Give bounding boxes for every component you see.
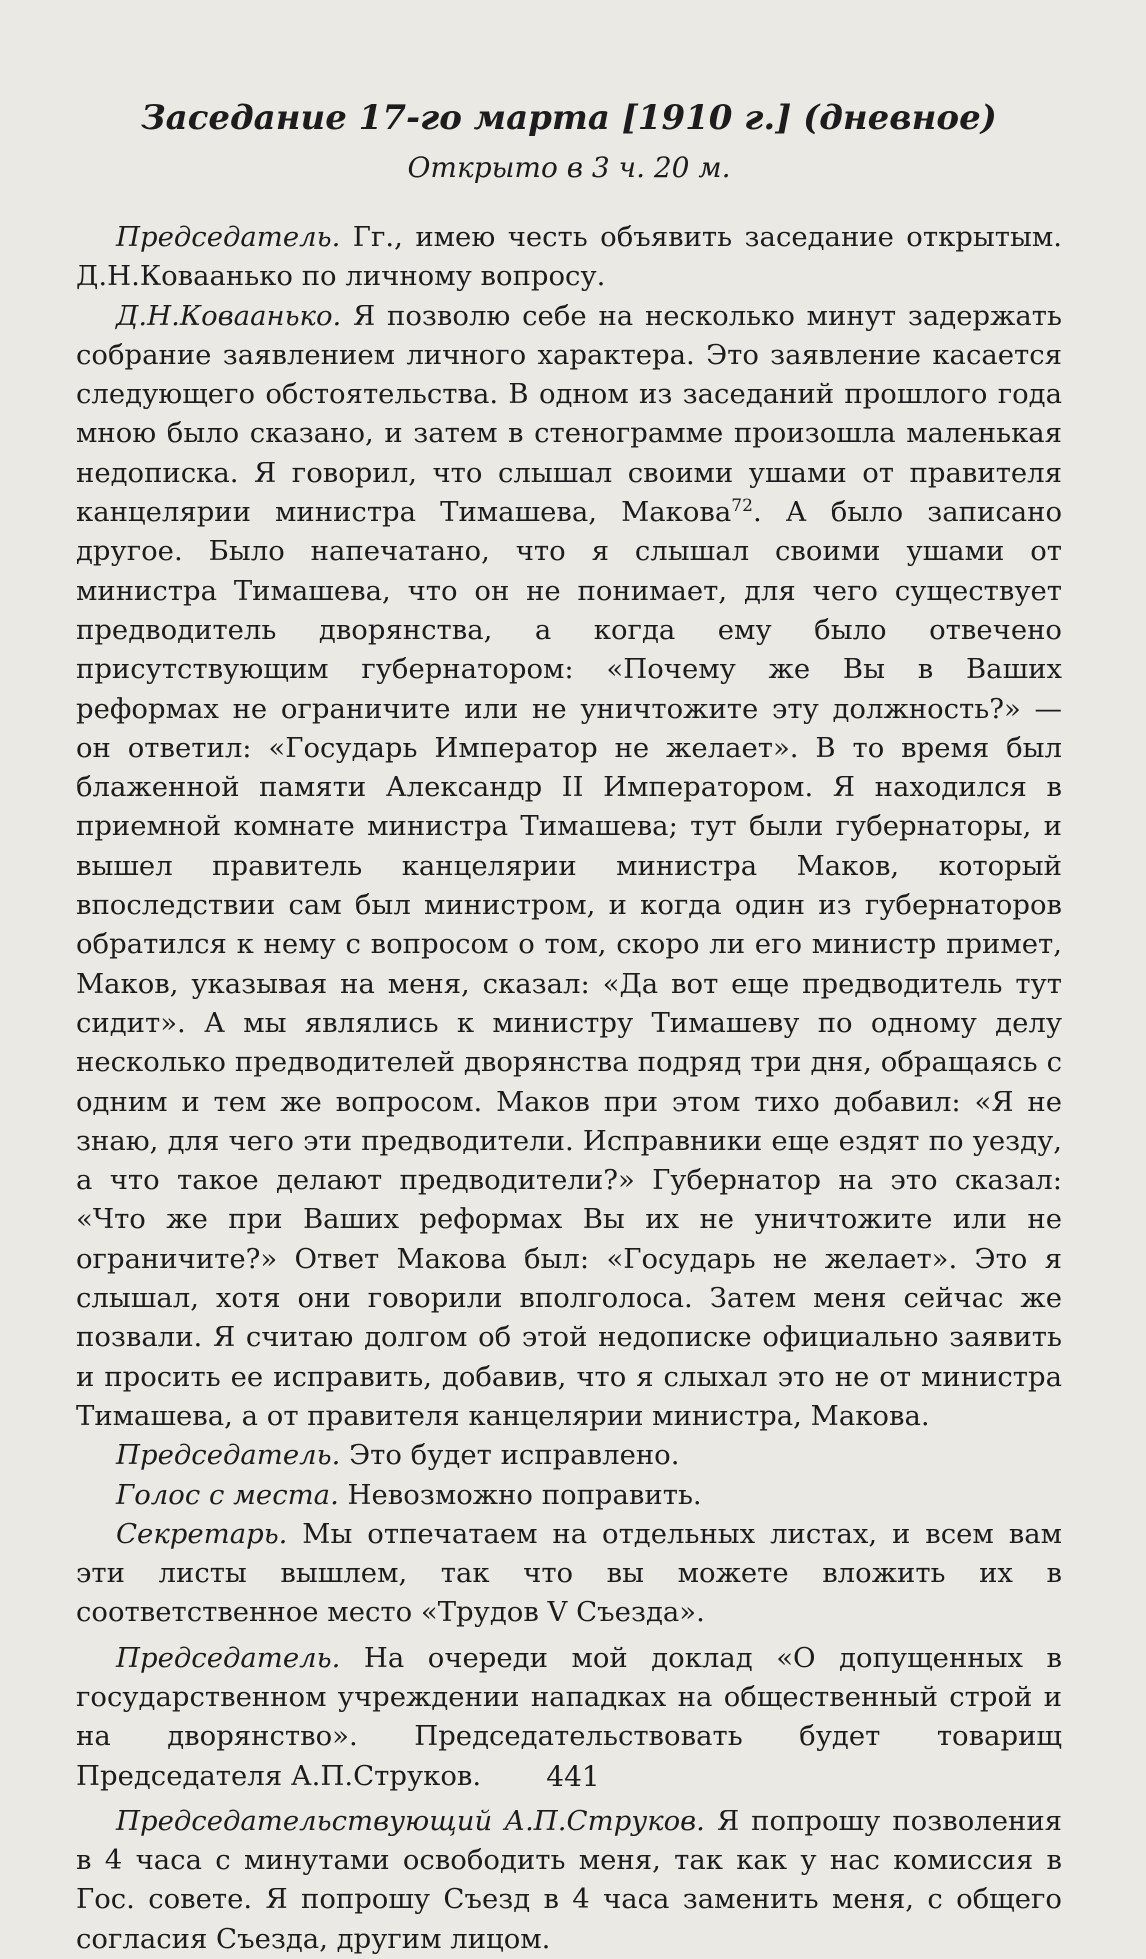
paragraph-voice-from-floor: [76, 1476, 1062, 1515]
speech-text: На очереди мой доклад «О допущенных в государственном учреждении нападках на общественный строй и на дворянство». Председательствовать будет товарищ Председателя А.П.Струков.: [76, 1641, 1062, 1792]
speaker-name: Председатель.: [116, 1439, 341, 1472]
paragraph-kovanko-statement: [76, 297, 1062, 1437]
speaker-name: Председатель.: [116, 1641, 341, 1674]
speaker-name: Секретарь.: [116, 1517, 288, 1550]
speech-text: Я позволю себе на несколько минут задержать собрание заявлением личного характера. Это заявление касается следующего обстоятельства. В одном из заседаний прошлого года мною было сказано, и затем в стенограмме произошла маленькая недописка. Я говорил, что слышал своими ушами от правителя канцелярии министра Тимашева, Макова: [76, 299, 1062, 529]
speaker-name: Председательствующий А.П.Струков.: [116, 1804, 705, 1837]
paragraph-chairman-reply: [76, 1436, 1062, 1475]
session-heading: Заседание 17-го марта [1910 г.] (дневное): [141, 98, 997, 138]
speech-text: Я попрошу позволения в 4 часа с минутами освободить меня, так как у нас комиссия в Гос. совете. Я попрошу Съезд в 4 часа заменить меня, с общего согласия Съезда, другим лицом.: [76, 1804, 1062, 1955]
paragraph-strukov: [76, 1802, 1062, 1959]
speech-text: Невозможно поправить.: [338, 1478, 702, 1511]
speaker-name: Д.Н.Коваанько.: [116, 299, 342, 332]
speaker-name: Председатель.: [116, 221, 341, 253]
speech-text: Это будет исправлено.: [340, 1439, 680, 1472]
speaker-name: Голос с места.: [116, 1478, 339, 1511]
speech-text: Гг., имею честь объявить заседание открытым. Д.Н.Коваанько по личному вопросу.: [76, 221, 1062, 293]
paragraph-chairman-opening: [76, 218, 1062, 297]
speech-text: Мы отпечатаем на отдельных листах, и всем вам эти листы вышлем, так что вы можете вложить их в соответственное место «Трудов V Съезда».: [76, 1517, 1062, 1629]
paragraph-secretary: [76, 1515, 1062, 1633]
transcript-body: [76, 218, 1062, 1959]
footnote-marker: 72: [731, 495, 753, 516]
session-opened-time: Открыто в 3 ч. 20 м.: [407, 151, 731, 184]
page-number: 441: [546, 1760, 600, 1793]
speech-text-continued: . А было записано другое. Было напечатано, что я слышал своими ушами от министра Тимашева, что он не понимает, для чего существует предводитель дворянства, а когда ему было отвечено присутствующим губернатором: «Почему же Вы в Ваших реформах не ограничите или не уничтожите эту должность?» — он ответил: «Государь Император не желает». В то время был блаженной памяти Александр II Императором. Я находился в приемной комнате министра Тимашева; тут были губернаторы, и вышел правитель канцелярии министра Маков, который впоследствии сам был министром, и когда один из губернаторов обратился к нему с вопросом о том, скоро ли его министр примет, Маков, указывая на меня, сказал: «Да вот еще предводитель тут сидит». А мы являлись к министру Тимашеву по одному делу несколько предводителей дворянства подряд три дня, обращаясь с одним и тем же вопросом. Маков при этом тихо добавил: «Я не знаю, для чего эти предводители. Исправники еще ездят по уезду, а что такое делают предводители?» Губернатор на это сказал: «Что же при Ваших реформах Вы их не уничтожите или не ограничите?» Ответ Макова был: «Государь не желает». Это я слышал, хотя они говорили вполголоса. Затем меня сейчас же позвали. Я считаю долгом об этой недописке официально заявить и просить ее исправить, добавив, что я слыхал это не от министра Тимашева, а от правителя канцелярии министра, Макова.: [76, 496, 1062, 1432]
